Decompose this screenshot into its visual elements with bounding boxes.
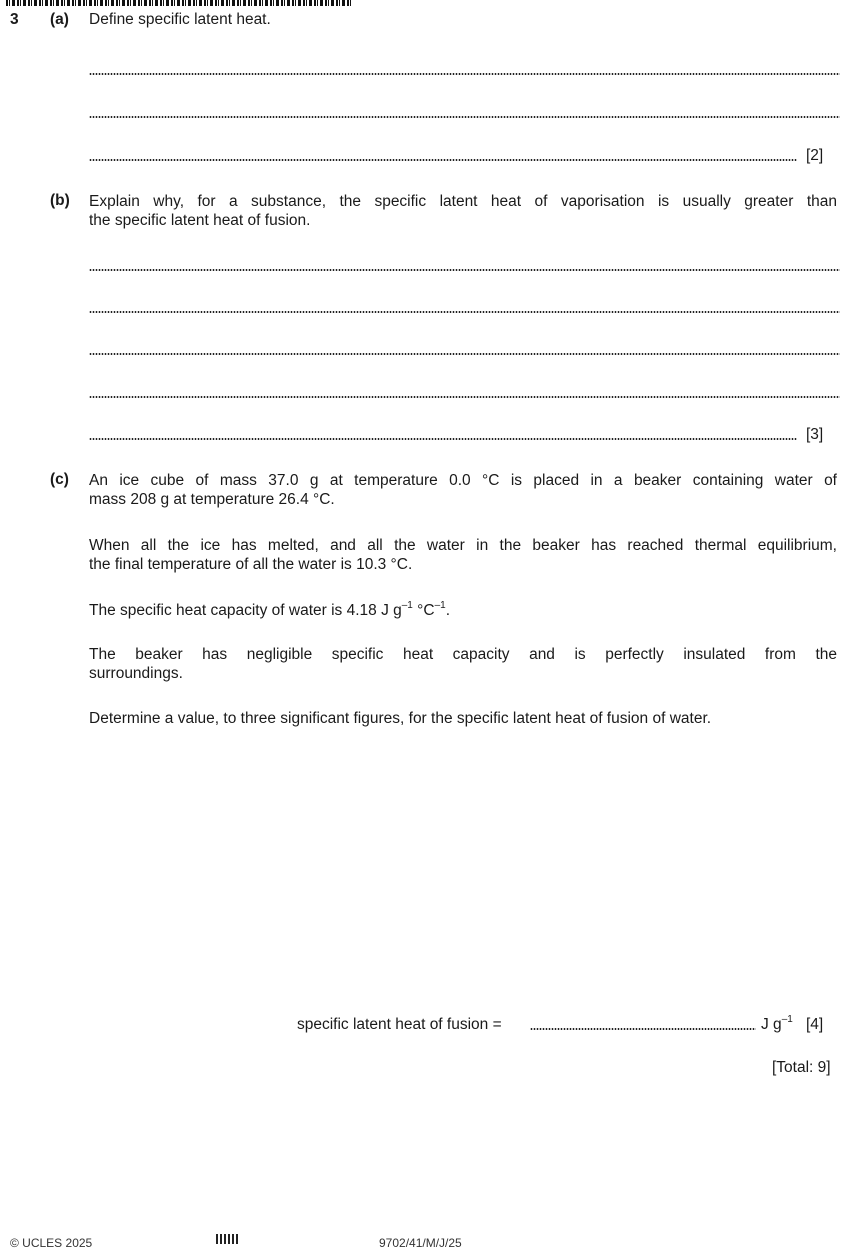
- part-c-paragraph-4: [89, 645, 837, 683]
- answer-unit: [761, 1013, 793, 1034]
- part-c-p4-line2: surroundings.: [89, 665, 183, 682]
- total-marks: [Total: 9]: [772, 1059, 831, 1076]
- answer-line-c[interactable]: [530, 1028, 756, 1030]
- answer-line-b1[interactable]: [89, 269, 840, 271]
- part-c-p2-line2: the final temperature of all the water is 10.3 °C.: [89, 556, 413, 573]
- working-space[interactable]: [89, 740, 840, 980]
- part-c-paragraph-3: [89, 599, 451, 620]
- answer-line-b4[interactable]: [89, 396, 840, 398]
- answer-unit-sup: –1: [781, 1013, 793, 1025]
- part-c-paragraph-1: [89, 471, 837, 509]
- answer-line-a1[interactable]: [89, 73, 840, 75]
- part-b-marks: [3]: [806, 426, 824, 443]
- part-c-p2-line1: When all the ice has melted, and all the water in the beaker has reached thermal equilibrium,: [89, 537, 837, 554]
- answer-line-b5[interactable]: [89, 438, 797, 440]
- shc-sup-2: –1: [434, 599, 446, 611]
- part-c-marks: [4]: [806, 1016, 824, 1033]
- part-c-label: (c): [50, 471, 69, 488]
- answer-line-a3[interactable]: [89, 159, 797, 161]
- part-b-prompt-line2: the specific latent heat of fusion.: [89, 212, 311, 229]
- shc-end: .: [445, 602, 451, 619]
- shc-mid: °C: [412, 602, 435, 619]
- part-a-marks: [2]: [806, 147, 824, 164]
- part-a-prompt: Define specific latent heat.: [89, 11, 271, 28]
- part-c-p1-line2: mass 208 g at temperature 26.4 °C.: [89, 491, 335, 508]
- shc-text: The specific heat capacity of water is 4.18 J g: [89, 602, 402, 619]
- part-c-p1-line1: An ice cube of mass 37.0 g at temperature 0.0 °C is placed in a beaker containing water of: [89, 472, 837, 489]
- part-c-p4-line1: The beaker has negligible specific heat capacity and is perfectly insulated from the: [89, 646, 837, 663]
- part-c-paragraph-5: Determine a value, to three significant figures, for the specific latent heat of fusion of water.: [89, 710, 712, 727]
- part-b-prompt-line1: Explain why, for a substance, the specific latent heat of vaporisation is usually greater than: [89, 193, 837, 210]
- part-b-label: (b): [50, 192, 70, 209]
- answer-unit-text: J g: [761, 1016, 782, 1033]
- answer-line-a2[interactable]: [89, 116, 840, 118]
- part-b-prompt: [89, 192, 837, 230]
- footer-copyright: © UCLES 2025: [10, 1236, 93, 1250]
- answer-line-b2[interactable]: [89, 311, 840, 313]
- footer-qr-code: [216, 1234, 240, 1244]
- shc-sup-1: –1: [401, 599, 413, 611]
- answer-line-b3[interactable]: [89, 353, 840, 355]
- question-number: 3: [10, 11, 19, 28]
- footer-paper-code: 9702/41/M/J/25: [379, 1236, 462, 1250]
- top-barcode: [6, 0, 352, 6]
- answer-label: specific latent heat of fusion =: [297, 1016, 502, 1033]
- part-a-label: (a): [50, 11, 69, 28]
- part-c-paragraph-2: [89, 536, 837, 574]
